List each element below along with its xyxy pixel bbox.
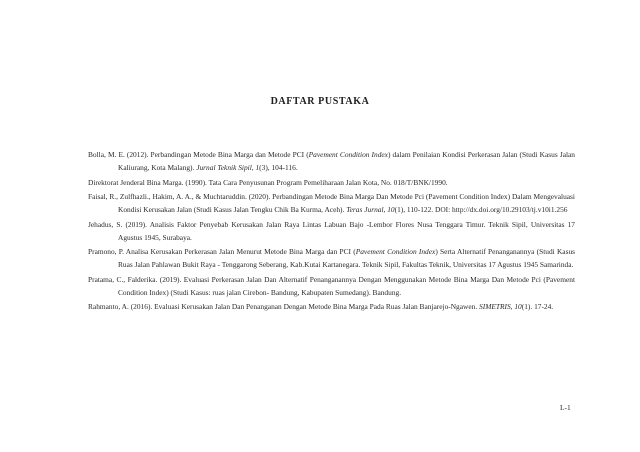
reference-item: Faisal, R., Zulfhazli., Hakim, A. A., & Muchtaruddin. (2020). Perbandingan Metode Bina Marga Dan Metode Pci (Pavement Condition Index) Dalam Mengevaluasi Kondisi Kerusakan Jalan (Studi Kasus Jalan Tengku Chik Ba Kurma, Aceh). Teras Jurnal, 10(1), 110-122. DOI: http://dx.doi.org/10.29103/tj.v10i1.256 bbox=[88, 191, 575, 215]
reference-item: Jehadus, S. (2019). Analisis Faktor Penyebab Kerusakan Jalan Raya Lintas Labuan Bajo -Lembor Flores Nusa Tenggara Timur. Teknik Sipil, Universitas 17 Agustus 1945, Surabaya. bbox=[88, 219, 575, 242]
reference-list bbox=[88, 148, 575, 315]
reference-item: Rahmanto, A. (2016). Evaluasi Kerusakan Jalan Dan Penanganan Dengan Metode Bina Marga Pada Ruas Jalan Banjarejo-Ngawen. SIMETRIS, 10(1). 17-24. bbox=[88, 302, 554, 312]
page-title: DAFTAR PUSTAKA bbox=[270, 96, 370, 107]
page-number: L-1 bbox=[560, 403, 571, 412]
reference-item: Pratama, C., Falderika. (2019). Evaluasi Perkerasan Jalan Dan Alternatif Penanganannya Dengan Menggunakan Metode Bina Marga Dan Metode Pci (Pavement Condition Index) (Studi Kasus: ruas jalan Cirebon- Bandung, Kabupaten Sumedang). Bandung. bbox=[88, 274, 575, 297]
reference-item: Pramono, P. Analisa Kerusakan Perkerasan Jalan Menurut Metode Bina Marga dan PCI (Pavement Condition Index) Serta Alternatif Penanganannya (Studi Kasus Ruas Jalan Pahlawan Bukit Raya - Tenggarong Seberang, Kab.Kutai Kartanegara. Teknik Sipil, Fakultas Teknik, Universitas 17 Agustus 1945 Samarinda. bbox=[88, 247, 576, 270]
reference-item: Direktorat Jenderal Bina Marga. (1990). Tata Cara Penyusunan Program Pemeliharaan Jalan Kota, No. 018/T/BNK/1990. bbox=[88, 177, 448, 187]
reference-item: Bolla, M. E. (2012). Perbandingan Metode Bina Marga dan Metode PCI (Pavement Condition Index) dalam Penilaian Kondisi Perkerasan Jalan (Studi Kasus Jalan Kaliurang, Kota Malang). Jurnal Teknik Sipil, 1(3), 104-116. bbox=[88, 150, 576, 173]
